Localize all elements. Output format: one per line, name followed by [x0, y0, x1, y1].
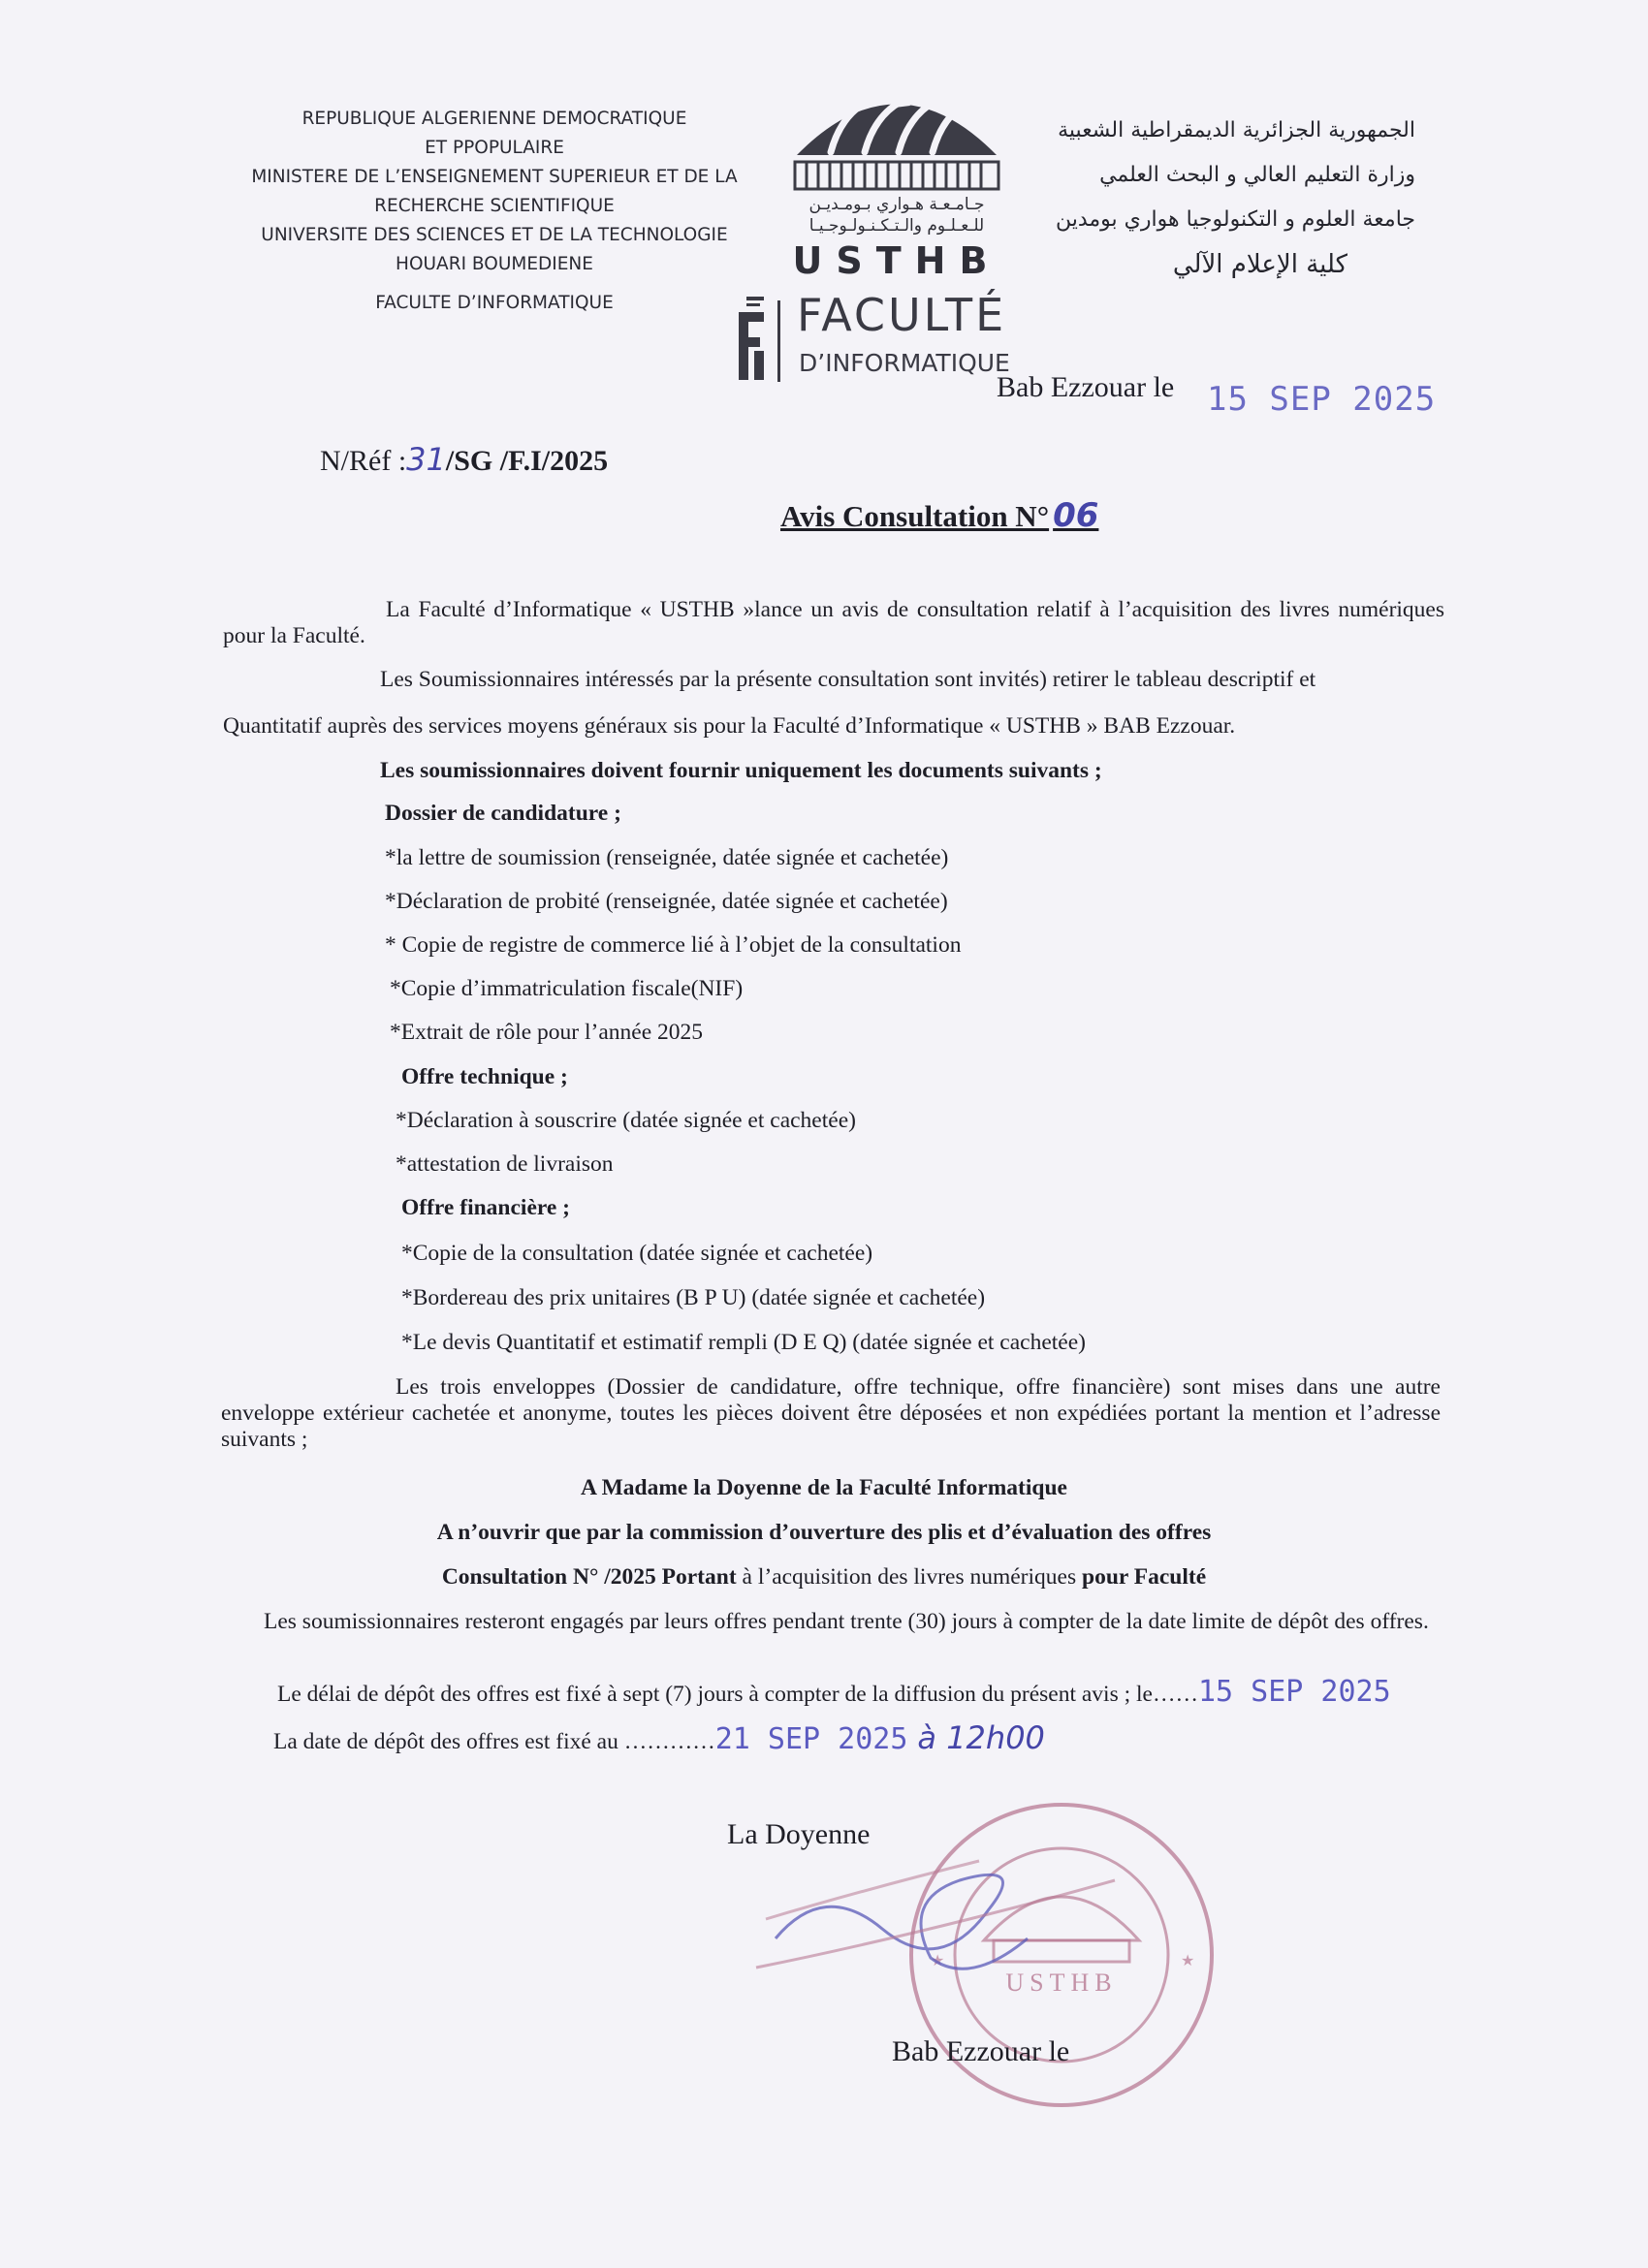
intro-paragraph: La Faculté d’Informatique « USTHB »lance un avis de consultation relatif à l’acquisition des livres numériques pour la Faculté. [223, 597, 1444, 648]
header-line: UNIVERSITE DES SCIENCES ET DE LA TECHNOLOGIE [261, 225, 728, 245]
document-title [780, 496, 1098, 535]
address-line-3-text: à l’acquisition des livres numériques [736, 1564, 1082, 1590]
invite-paragraph-line1: Les Soumissionnaires intéressés par la présente consultation sont invités) retirer le tableau descriptif et [380, 667, 1316, 692]
header-french [247, 105, 742, 318]
date-depot-dots: ………… [623, 1729, 715, 1754]
list-item: *Le devis Quantitatif et estimatif rempli (D E Q) (datée signée et cachetée) [401, 1330, 1086, 1355]
logo-arabic-subname: للـعـلـوم والـتـكـنـولـوجـيـا [808, 216, 985, 236]
header-ar-line: الجمهورية الجزائرية الديمقراطية الشعبية [1058, 118, 1415, 142]
invite-paragraph-line2: Quantitatif auprès des services moyens généraux sis pour la Faculté d’Informatique « USTHB » BAB Ezzouar. [223, 713, 1236, 739]
header-ar-line: وزارة التعليم العالي و البحث العلمي [1099, 163, 1415, 187]
list-item: *Copie d’immatriculation fiscale(NIF) [390, 976, 744, 1001]
header-line: FACULTE D’INFORMATIQUE [375, 293, 614, 313]
header-line: REPUBLIQUE ALGERIENNE DEMOCRATIQUE [301, 109, 687, 129]
list-item: * Copie de registre de commerce lié à l’objet de la consultation [385, 932, 962, 958]
logo-faculte-text: FACULTÉ [797, 289, 1007, 341]
offre-financiere-heading: Offre financière ; [401, 1195, 571, 1220]
header-line: RECHERCHE SCIENTIFIQUE [374, 196, 615, 216]
header-ar-line: كلية الإعلام الآلي [1172, 250, 1347, 279]
title-label: Avis Consultation N° [780, 499, 1050, 533]
faculte-emblem-icon [733, 293, 791, 386]
offre-technique-heading: Offre technique ; [401, 1064, 568, 1089]
logo-arabic-name: جـامـعـة هـواري بـومـديـن [808, 195, 985, 214]
university-emblem-icon [787, 73, 1006, 199]
address-line-3-end: pour Faculté [1082, 1564, 1207, 1590]
reference-handwritten-number: 31 [406, 441, 446, 478]
documents-heading: Les soumissionnaires doivent fournir uniquement les documents suivants ; [380, 758, 1102, 783]
svg-text:USTHB: USTHB [1005, 1969, 1118, 1997]
date-stamp: 15 SEP 2025 [1207, 380, 1437, 419]
address-line-1: A Madame la Doyenne de la Faculté Informatique [581, 1475, 1067, 1500]
logo-usthb-text: USTHB [792, 239, 1001, 282]
dossier-heading: Dossier de candidature ; [385, 801, 621, 826]
date-depot-handwritten-time: à 12h00 [917, 1719, 1045, 1756]
list-item: *Déclaration de probité (renseignée, datée signée et cachetée) [385, 889, 948, 914]
delai-line [277, 1675, 1391, 1709]
delai-date-stamp: 15 SEP 2025 [1197, 1675, 1391, 1709]
header-arabic [1047, 109, 1415, 287]
reference-prefix: N/Réf : [320, 445, 407, 477]
signature-place: Bab Ezzouar le [892, 2035, 1070, 2067]
reference-number [320, 441, 608, 478]
svg-text:★: ★ [1181, 1951, 1195, 1969]
reference-suffix: /SG /F.I/2025 [445, 445, 609, 477]
date-depot-stamp: 21 SEP 2025 [714, 1722, 908, 1756]
list-item: *Déclaration à souscrire (datée signée et cachetée) [396, 1108, 856, 1133]
address-line-3 [194, 1564, 1454, 1591]
svg-text:★: ★ [931, 1951, 945, 1969]
engagement-paragraph: Les soumissionnaires resteront engagés par leurs offres pendant trente (30) jours à compter de la date limite de dépôt des offres. [264, 1609, 1429, 1634]
place-date-label: Bab Ezzouar le [997, 371, 1175, 403]
signatory-title: La Doyenne [727, 1818, 871, 1850]
list-item: *Bordereau des prix unitaires (B P U) (datée signée et cachetée) [401, 1285, 986, 1310]
enveloppes-paragraph: Les trois enveloppes (Dossier de candidature, offre technique, offre financière) sont mises dans une autre enveloppe extérieur cachetée et anonyme, toutes les pièces doivent être déposées et non expédiées portant la mention et l’adresse suivants ; [221, 1374, 1441, 1452]
list-item: *Copie de la consultation (datée signée et cachetée) [401, 1241, 873, 1266]
list-item: *attestation de livraison [396, 1151, 614, 1177]
logo-dinformatique-text: D’INFORMATIQUE [799, 349, 1010, 377]
date-depot-text: La date de dépôt des offres est fixé au [273, 1729, 624, 1754]
header-line: HOUARI BOUMEDIENE [396, 254, 593, 274]
address-line-2: A n’ouvrir que par la commission d’ouverture des plis et d’évaluation des offres [436, 1520, 1212, 1545]
header-line: MINISTERE DE L’ENSEIGNEMENT SUPERIEUR ET DE LA [251, 167, 738, 187]
delai-text: Le délai de dépôt des offres est fixé à sept (7) jours à compter de la diffusion du présent avis ; le [277, 1682, 1153, 1707]
header-line: ET PPOPULAIRE [425, 138, 564, 158]
date-depot-line [273, 1719, 1045, 1756]
header-ar-line: جامعة العلوم و التكنولوجيا هواري بومدين [1055, 207, 1415, 232]
usthb-logo [787, 73, 1006, 281]
list-item: *Extrait de rôle pour l’année 2025 [390, 1020, 704, 1045]
title-handwritten-number: 06 [1053, 496, 1099, 535]
list-item: *la lettre de soumission (renseignée, datée signée et cachetée) [385, 845, 949, 870]
delai-dots: …… [1152, 1682, 1198, 1707]
address-line-3-bold: Consultation N° /2025 Portant [441, 1564, 737, 1590]
